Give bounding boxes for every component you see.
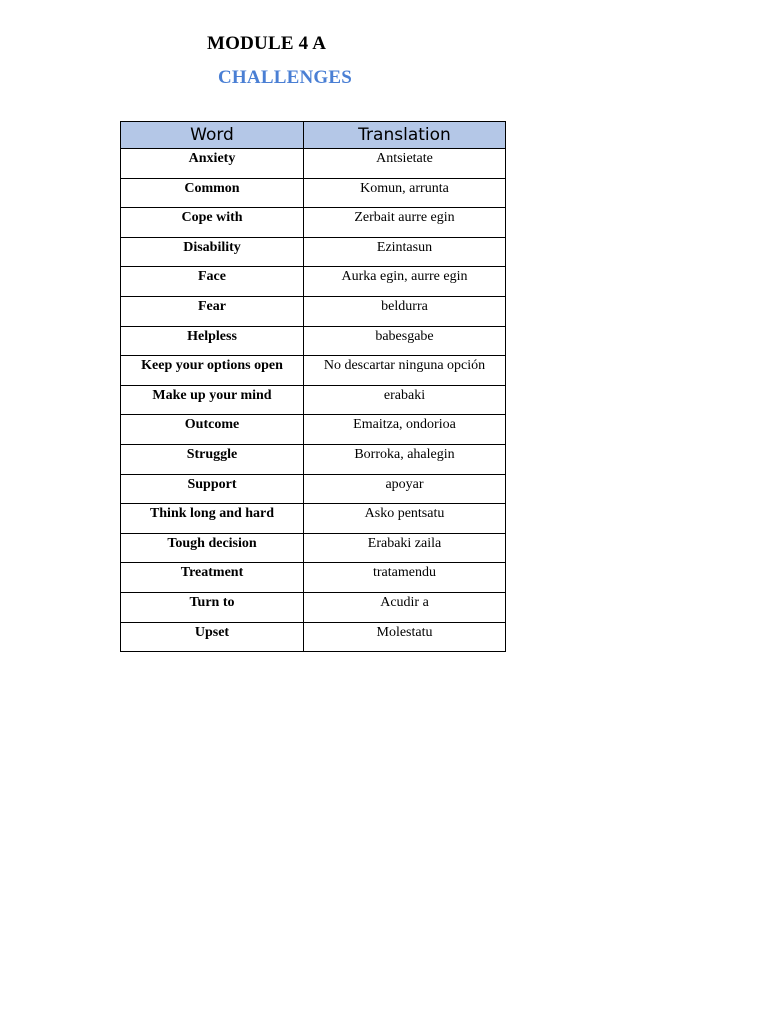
translation-cell: Asko pentsatu xyxy=(304,504,506,534)
table-row xyxy=(121,356,506,386)
word-cell: Upset xyxy=(121,622,304,652)
translation-cell: Aurka egin, aurre egin xyxy=(304,267,506,297)
translation-cell: Antsietate xyxy=(304,149,506,179)
table-row xyxy=(121,208,506,238)
translation-cell: Emaitza, ondorioa xyxy=(304,415,506,445)
word-cell: Treatment xyxy=(121,563,304,593)
word-cell: Anxiety xyxy=(121,149,304,179)
word-cell: Disability xyxy=(121,237,304,267)
table-row xyxy=(121,504,506,534)
table-row xyxy=(121,385,506,415)
word-cell: Helpless xyxy=(121,326,304,356)
table-header-row xyxy=(121,122,506,149)
word-cell: Face xyxy=(121,267,304,297)
translation-column-header: Translation xyxy=(304,122,506,149)
translation-cell: Zerbait aurre egin xyxy=(304,208,506,238)
table-row xyxy=(121,326,506,356)
module-title: MODULE 4 A xyxy=(207,33,327,54)
table-row xyxy=(121,415,506,445)
word-cell: Struggle xyxy=(121,444,304,474)
translation-cell: Komun, arrunta xyxy=(304,178,506,208)
word-cell: Common xyxy=(121,178,304,208)
word-cell: Turn to xyxy=(121,592,304,622)
table-row xyxy=(121,622,506,652)
word-cell: Keep your options open xyxy=(121,356,304,386)
translation-cell: erabaki xyxy=(304,385,506,415)
table-row xyxy=(121,533,506,563)
translation-cell: Erabaki zaila xyxy=(304,533,506,563)
word-column-header: Word xyxy=(121,122,304,149)
translation-cell: No descartar ninguna opción xyxy=(304,356,506,386)
table-row xyxy=(121,444,506,474)
word-cell: Cope with xyxy=(121,208,304,238)
vocabulary-table xyxy=(120,121,506,652)
table-row xyxy=(121,178,506,208)
word-cell: Fear xyxy=(121,296,304,326)
translation-cell: apoyar xyxy=(304,474,506,504)
table-row xyxy=(121,592,506,622)
translation-cell: Molestatu xyxy=(304,622,506,652)
table-row xyxy=(121,474,506,504)
word-cell: Support xyxy=(121,474,304,504)
table-row xyxy=(121,237,506,267)
word-cell: Make up your mind xyxy=(121,385,304,415)
table-row xyxy=(121,296,506,326)
translation-cell: Acudir a xyxy=(304,592,506,622)
translation-cell: tratamendu xyxy=(304,563,506,593)
vocabulary-rows xyxy=(121,149,506,652)
translation-cell: Borroka, ahalegin xyxy=(304,444,506,474)
translation-cell: beldurra xyxy=(304,296,506,326)
table-row xyxy=(121,149,506,179)
section-title: CHALLENGES xyxy=(218,67,352,88)
word-cell: Think long and hard xyxy=(121,504,304,534)
word-cell: Tough decision xyxy=(121,533,304,563)
table-row xyxy=(121,563,506,593)
translation-cell: Ezintasun xyxy=(304,237,506,267)
table-row xyxy=(121,267,506,297)
translation-cell: babesgabe xyxy=(304,326,506,356)
word-cell: Outcome xyxy=(121,415,304,445)
